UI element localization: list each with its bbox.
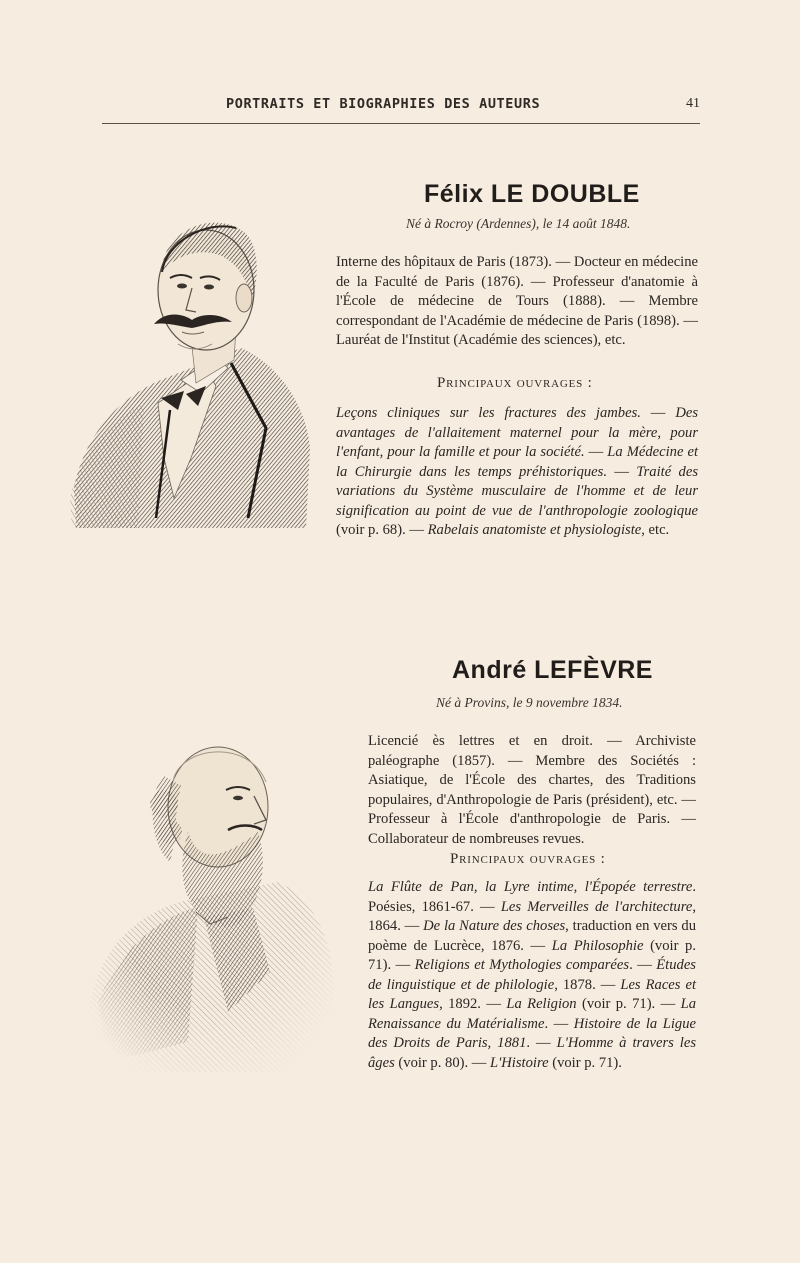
career-paragraph: Interne des hôpitaux de Paris (1873). — Docteur en médecine de la Faculté de Paris (1876). — Professeur d'anatomie à l'École de médecine de Tours (1888). — Membre correspondant de l'Académie de médecine de Paris (1898). — Lauréat de l'Institut (Académie des sciences), etc.	[336, 254, 698, 348]
work-note: —	[584, 444, 608, 460]
work-title: L'Homme à travers les âges	[368, 1035, 696, 1071]
works-heading: Principaux ouvrages :	[437, 375, 593, 391]
header-rule	[102, 123, 700, 124]
work-note: , etc.	[641, 522, 670, 538]
work-title: La Religion	[506, 996, 577, 1012]
portrait-engraving	[66, 198, 314, 534]
work-title: L'Histoire	[490, 1054, 549, 1071]
work-note: (voir p. 80). —	[394, 1054, 491, 1071]
work-title: Les Merveilles de l'architecture	[500, 898, 693, 915]
work-title: De la Nature des choses	[423, 918, 566, 934]
work-note: , 1864. —	[368, 898, 697, 934]
works-heading: Principaux ouvrages :	[450, 851, 606, 867]
portrait-lefevre-image	[78, 712, 340, 1080]
work-title: Rabelais anatomiste et physiologiste	[427, 522, 642, 538]
work-title: Des avantages de l'allaitement maternel pour la mère, pour l'enfant, pour la famille et pour la société.	[336, 405, 699, 460]
work-title: La Médecine et la Chirurgie dans les temps préhistoriques.	[336, 444, 699, 480]
work-note: , 1892. —	[439, 996, 507, 1012]
work-note: . —	[544, 1015, 574, 1032]
work-note: (voir p. 71). —	[368, 937, 696, 973]
work-note: (voir p. 71). —	[576, 996, 681, 1012]
work-title: Les Races et les Langues	[368, 976, 696, 1012]
work-title: Histoire de la Ligue des Droits de Paris, 1881	[368, 1015, 697, 1051]
work-title: Religions et Mythologies comparées	[414, 957, 630, 973]
work-note: , traduction en vers du poème de Lucrèce, 1876. —	[368, 918, 696, 954]
work-note: —	[640, 405, 676, 421]
work-note: . —	[629, 957, 657, 973]
author-name: André LEFÈVRE	[452, 656, 653, 684]
work-title: Leçons cliniques sur les fractures des jambes.	[336, 405, 641, 421]
works-list	[368, 878, 696, 1073]
work-note: . Poésies, 1861-67. —	[368, 879, 696, 915]
page-number: 41	[686, 96, 700, 111]
portrait-le-double-image	[66, 198, 314, 534]
work-note: . —	[526, 1035, 557, 1051]
page-header	[102, 96, 700, 120]
works-list	[336, 404, 698, 541]
birth-line: Né à Provins, le 9 novembre 1834.	[436, 695, 623, 710]
running-title: PORTRAITS ET BIOGRAPHIES DES AUTEURS	[226, 96, 541, 112]
work-title: La Philosophie	[551, 937, 644, 954]
work-title: La Flûte de Pan, la Lyre intime, l'Épopée terrestre	[368, 879, 693, 895]
work-title: Traité des variations du Système musculaire de l'homme et de leur signification au point de vue de l'anthropologie zoologique	[336, 463, 699, 519]
work-title: La Renaissance du Matérialisme	[368, 996, 697, 1032]
portrait-engraving	[78, 712, 340, 1080]
work-note: —	[606, 463, 637, 480]
work-title: Études de linguistique et de philologie	[368, 957, 696, 993]
work-note: , 1878. —	[554, 976, 621, 993]
career-paragraph: Licencié ès lettres et en droit. — Archiviste paléographe (1857). — Membre des Sociétés : Asiatique, de l'École des chartes, des Traditions populaires, d'Anthropologie de Paris (président), etc. — Professeur à l'École d'anthropologie de Paris. — Collaborateur de nombreuses revues.	[368, 733, 696, 847]
birth-line: Né à Rocroy (Ardennes), le 14 août 1848.	[406, 216, 631, 231]
work-note: (voir p. 71).	[548, 1054, 622, 1071]
work-note: (voir p. 68). —	[336, 522, 428, 538]
author-name: Félix LE DOUBLE	[424, 180, 640, 208]
